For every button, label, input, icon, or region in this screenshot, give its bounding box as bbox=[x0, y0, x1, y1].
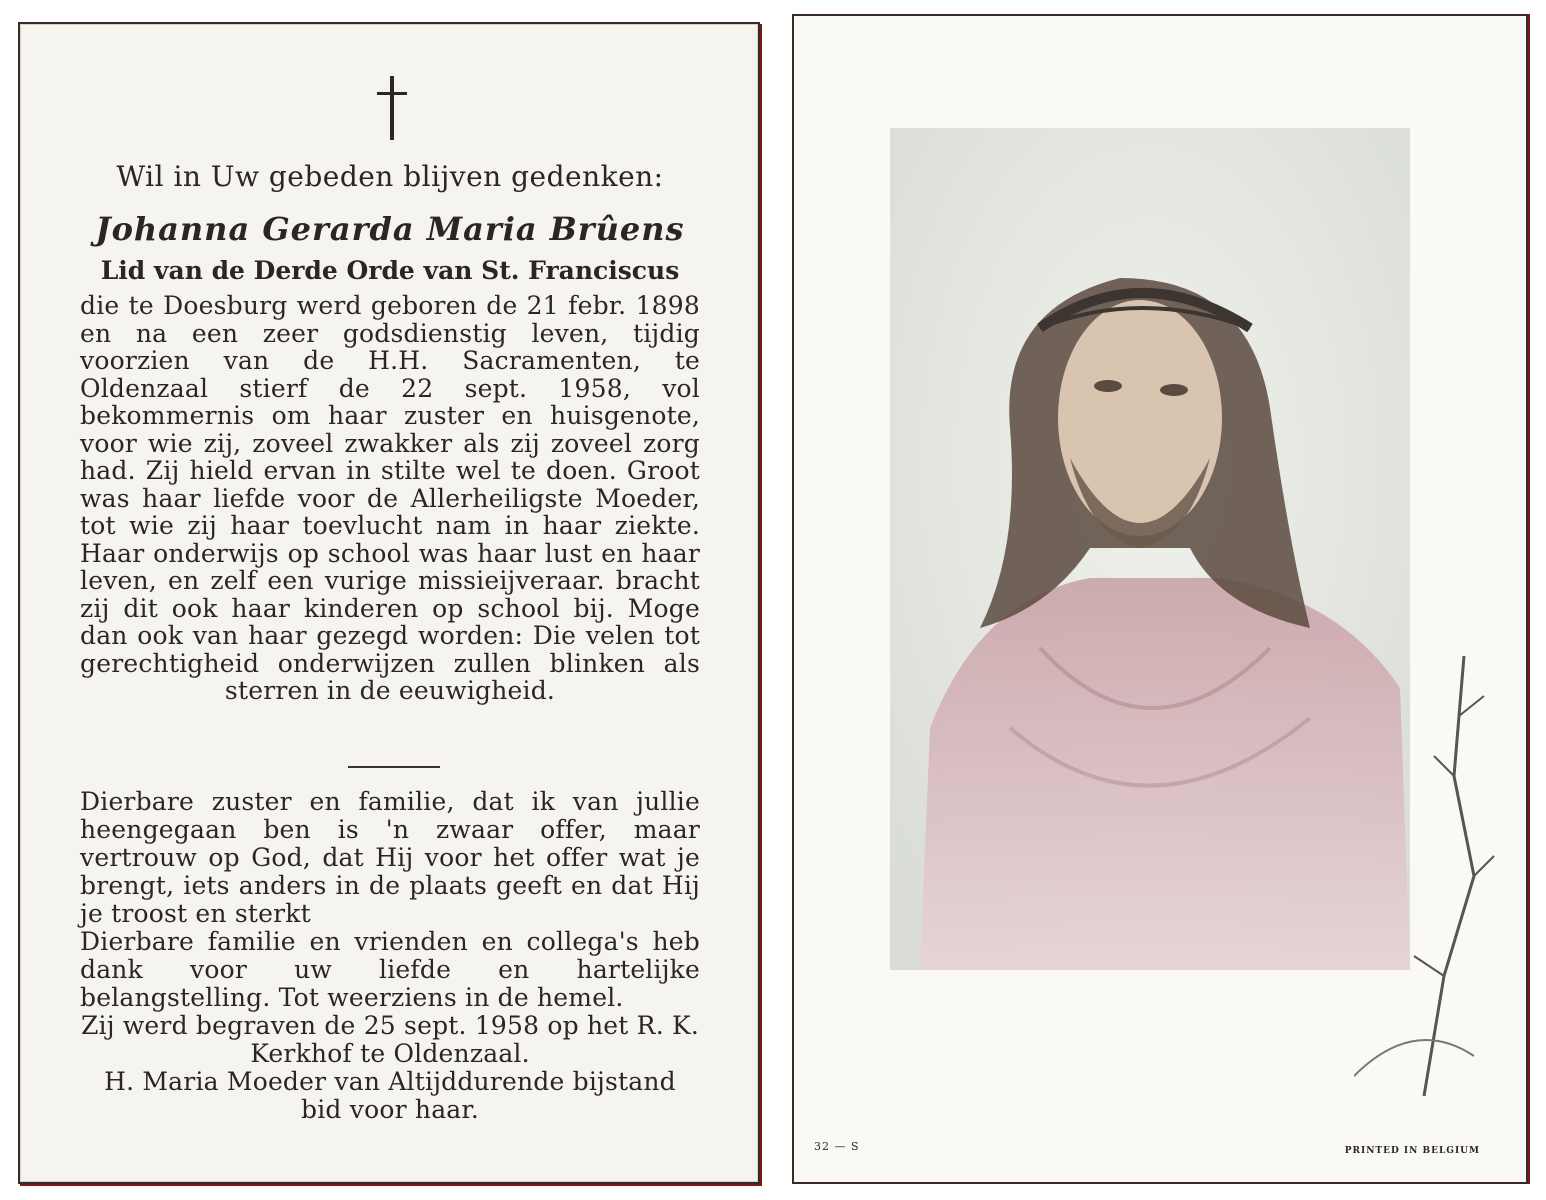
memorial-card-text-side bbox=[18, 22, 760, 1184]
deceased-name: Johanna Gerarda Maria Brûens bbox=[95, 210, 685, 248]
devotional-portrait bbox=[890, 128, 1410, 970]
farewell-family: Dierbare zuster en familie, dat ik van jullie heengegaan ben is 'n zwaar offer, maar vertrouw op God, dat Hij voor het offer wat je brengt, iets anders in de plaats geeft en dat Hij je troost en sterkt bbox=[80, 787, 700, 928]
farewell-thanks: Dierbare familie en vrienden en collega's heb dank voor uw liefde en hartelijke belangstelling. Tot weerziens in de hemel. bbox=[80, 927, 700, 1012]
farewell-section bbox=[80, 788, 700, 1124]
intro-line: Wil in Uw gebeden blijven gedenken: bbox=[116, 160, 664, 193]
cross-icon bbox=[375, 76, 409, 140]
burial-note: Zij werd begraven de 25 sept. 1958 op het R. K. Kerkhof te Oldenzaal. bbox=[80, 1011, 700, 1068]
card-code: 32 — S bbox=[814, 1140, 860, 1153]
order-membership: Lid van de Derde Orde van St. Franciscus bbox=[100, 256, 680, 285]
divider-line bbox=[348, 766, 440, 768]
biography-text: die te Doesburg werd geboren de 21 febr. 1898 en na een zeer godsdienstig leven, tijdig voorzien van de H.H. Sacramenten, te Oldenzaal stierf de 22 sept. 1958, vol bekommernis om haar zuster en huisgenote, voor wie zij, zoveel zwakker als zij zoveel zorg had. Zij hield ervan in stilte wel te doen. Groot was haar liefde voor de Allerheiligste Moeder, tot wie zij haar toevlucht nam in haar ziekte. Haar onderwijs op school was haar lust en haar leven, en zelf een vurige missieijveraar. bracht zij dit ook haar kinderen op school bij. Moge dan ook van haar gezegd worden: Die velen tot gerechtigheid onderwijzen zullen blinken als sterren in de eeuwigheid. bbox=[80, 291, 700, 705]
memorial-card-image-side bbox=[792, 14, 1528, 1184]
printer-note: PRINTED IN BELGIUM bbox=[1344, 1146, 1480, 1156]
prayer-line: H. Maria Moeder van Altijddurende bijstand bid voor haar. bbox=[104, 1067, 676, 1124]
thorn-branch-decoration bbox=[1354, 656, 1504, 1096]
